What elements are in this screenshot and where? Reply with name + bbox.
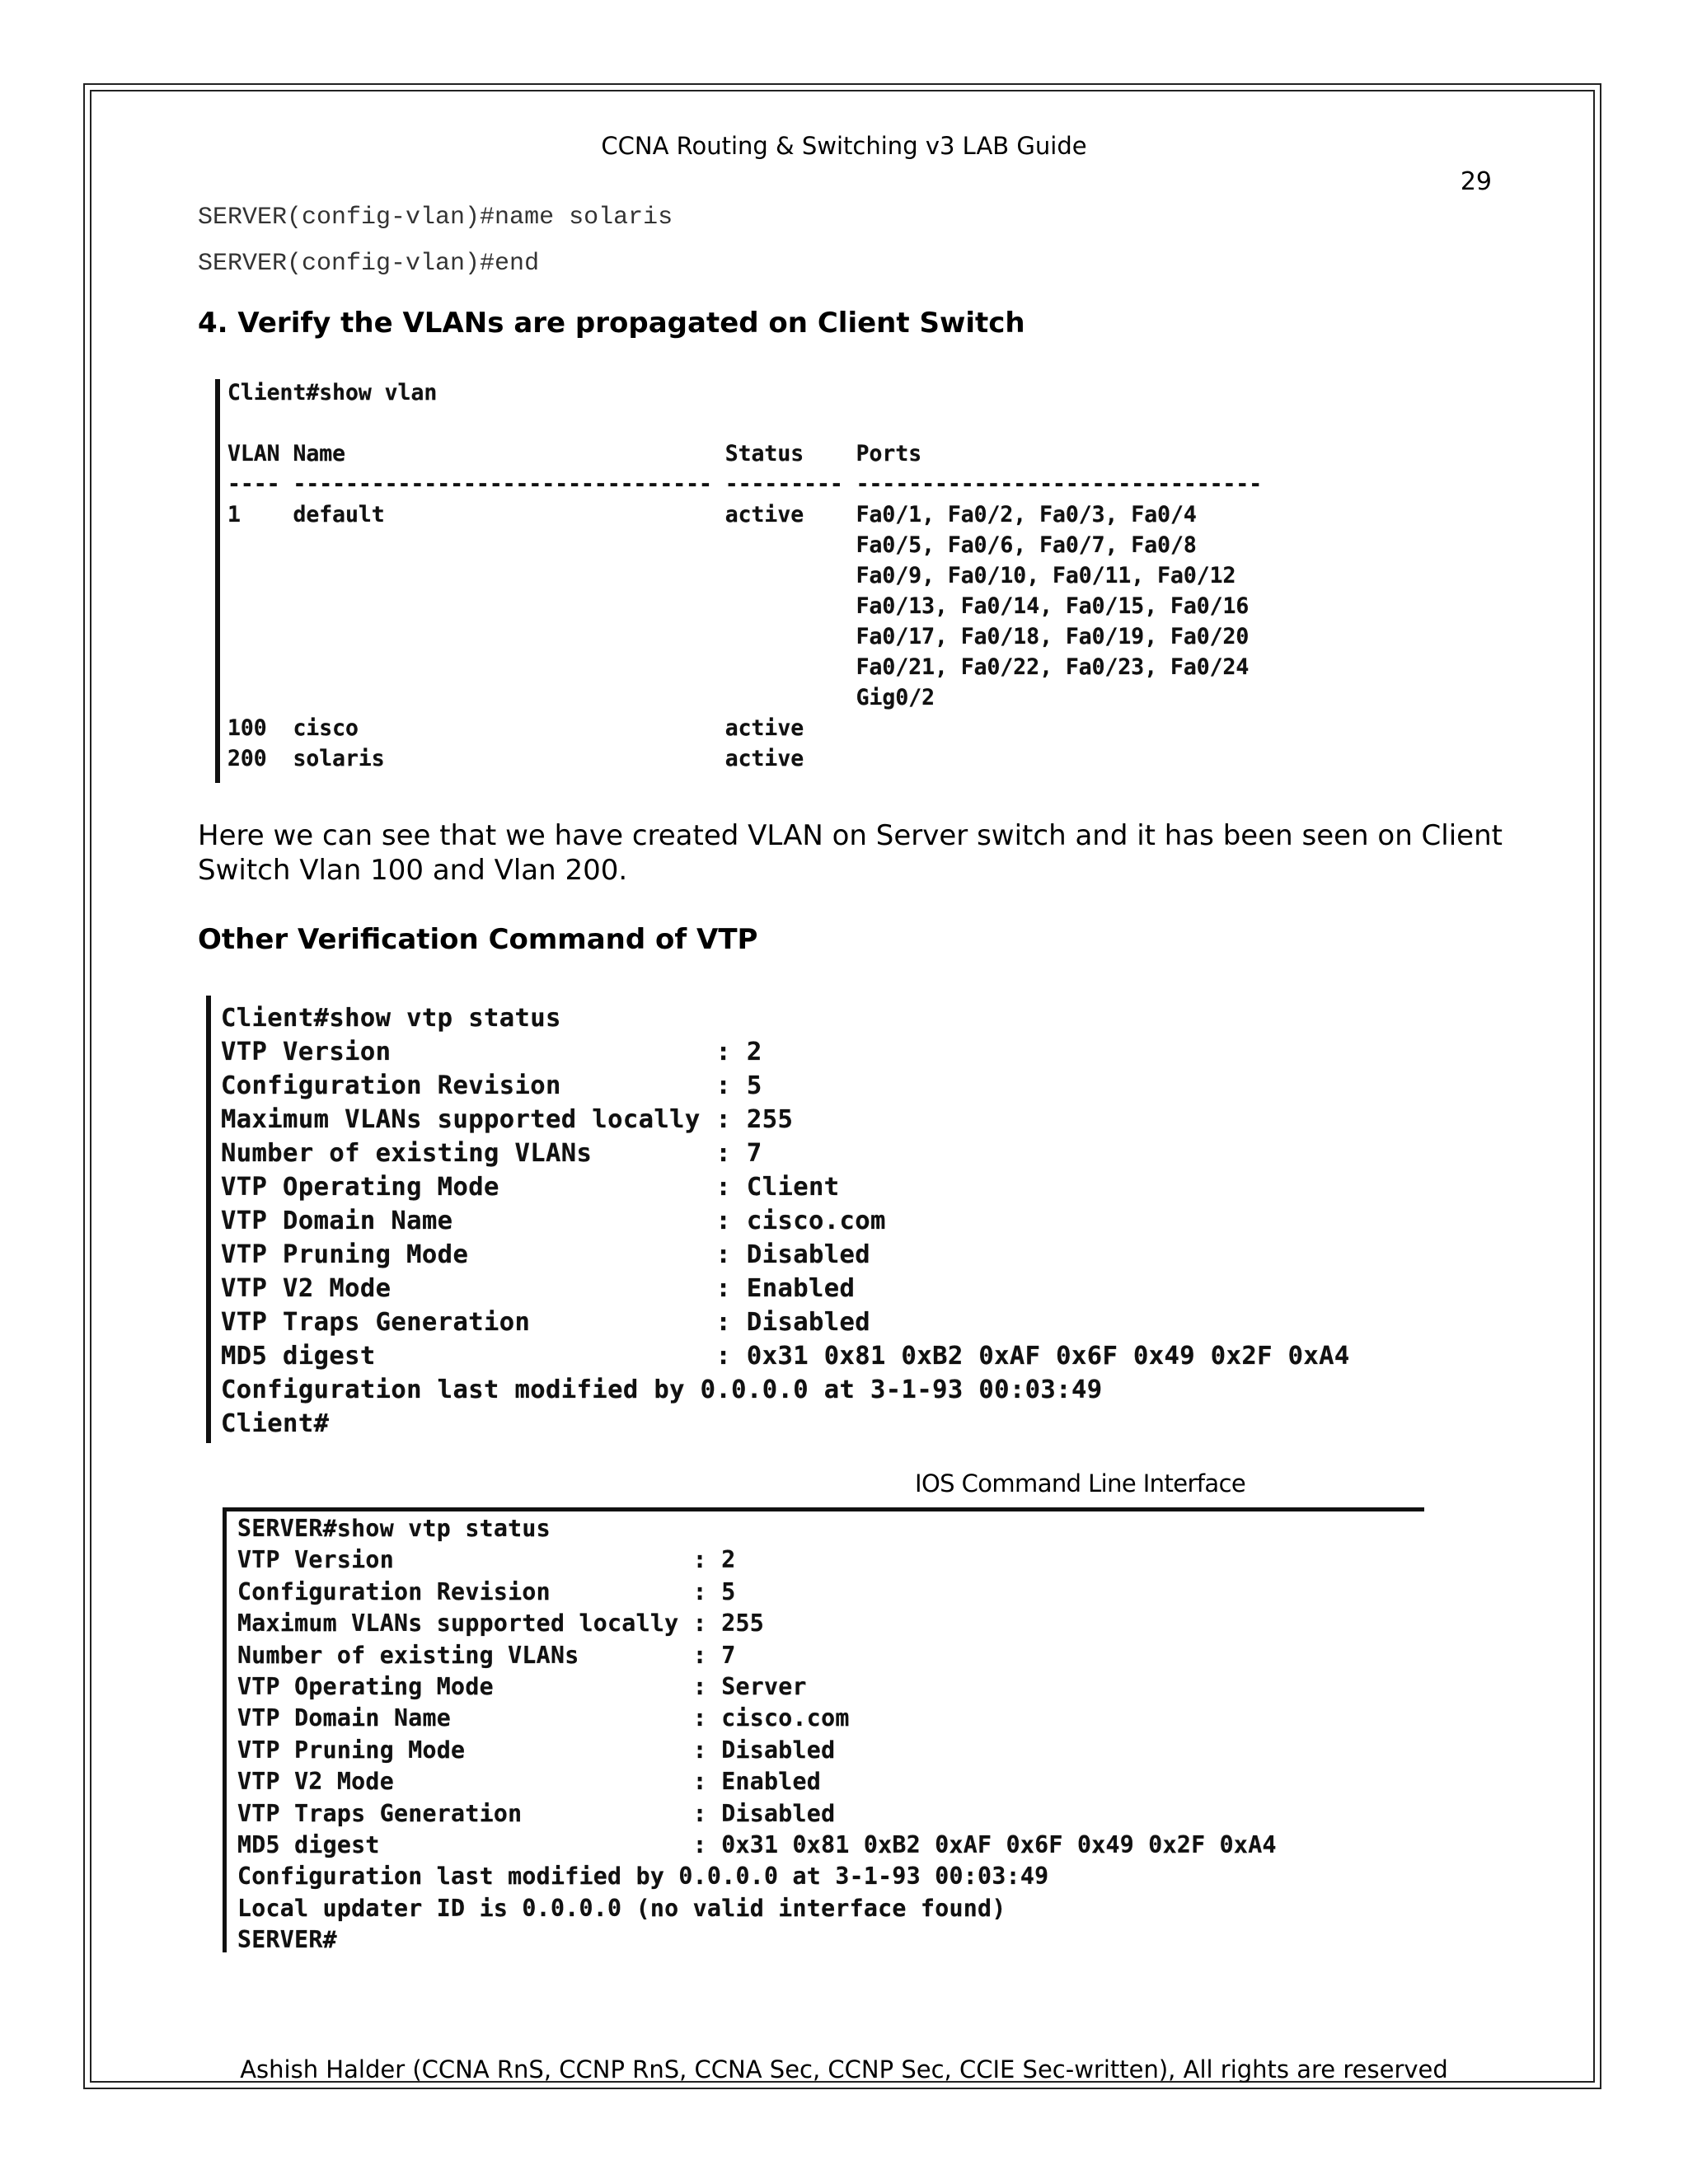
running-header-title: CCNA Routing & Switching v3 LAB Guide bbox=[601, 132, 1087, 160]
command-line-end: SERVER(config-vlan)#end bbox=[198, 250, 540, 278]
terminal-left-border bbox=[223, 1507, 227, 1952]
page-number: 29 bbox=[1460, 167, 1492, 196]
show-vlan-terminal-output: Client#show vlan VLAN Name Status Ports ---- -------------------------------- --------- ------------------------------- 1 default active Fa0/1, Fa0/2, Fa0/3, Fa0/4 Fa0/5, Fa0/6, Fa0/7, Fa0/8 Fa0/9, Fa0/10, Fa0/11, Fa0/12 Fa0/13, Fa0/14, Fa0/15, Fa0/16 Fa0/17, Fa0/18, Fa0/19, Fa0/20 Fa0/21, Fa0/22, Fa0/23, Fa0/24 Gig0/2 100 cisco active 200 solaris active bbox=[227, 380, 1263, 771]
copyright-footer: Ashish Halder (CCNA RnS, CCNP RnS, CCNA Sec, CCNP Sec, CCIE Sec-written), All rights are reserved bbox=[240, 2055, 1448, 2083]
section-heading-other-verification: Other Verification Command of VTP bbox=[198, 923, 758, 956]
terminal-left-border bbox=[206, 996, 211, 1443]
server-vtp-status-terminal-output: SERVER#show vtp status VTP Version : 2 Configuration Revision : 5 Maximum VLANs supported locally : 255 Number of existing VLANs : 7 VTP Operating Mode : Server VTP Domain Name : cisco.com VTP Pruning Mode : Disabled VTP V2 Mode : Enabled VTP Traps Generation : Disabled MD5 digest : 0x31 0x81 0xB2 0xAF 0x6F 0x49 0x2F 0xA4 Configuration last modified by 0.0.0.0 at 3-1-93 00:03:49 Local updater ID is 0.0.0.0 (no valid interface found) SERVER# bbox=[237, 1515, 1277, 1954]
section-heading-verify-vlans: 4. Verify the VLANs are propagated on Client Switch bbox=[198, 307, 1025, 340]
terminal-left-border bbox=[215, 379, 220, 783]
command-line-name-solaris: SERVER(config-vlan)#name solaris bbox=[198, 204, 673, 232]
ios-cli-caption: IOS Command Line Interface bbox=[915, 1469, 1246, 1497]
terminal-top-border bbox=[223, 1507, 1424, 1511]
explanation-paragraph: Here we can see that we have created VLAN on Server switch and it has been seen on Client Switch Vlan 100 and Vlan 200. bbox=[198, 819, 1503, 887]
client-vtp-status-terminal-output: Client#show vtp status VTP Version : 2 Configuration Revision : 5 Maximum VLANs supported locally : 255 Number of existing VLANs : 7 VTP Operating Mode : Client VTP Domain Name : cisco.com VTP Pruning Mode : Disabled VTP V2 Mode : Enabled VTP Traps Generation : Disabled MD5 digest : 0x31 0x81 0xB2 0xAF 0x6F 0x49 0x2F 0xA4 Configuration last modified by 0.0.0.0 at 3-1-93 00:03:49 Client# bbox=[221, 1004, 1350, 1438]
